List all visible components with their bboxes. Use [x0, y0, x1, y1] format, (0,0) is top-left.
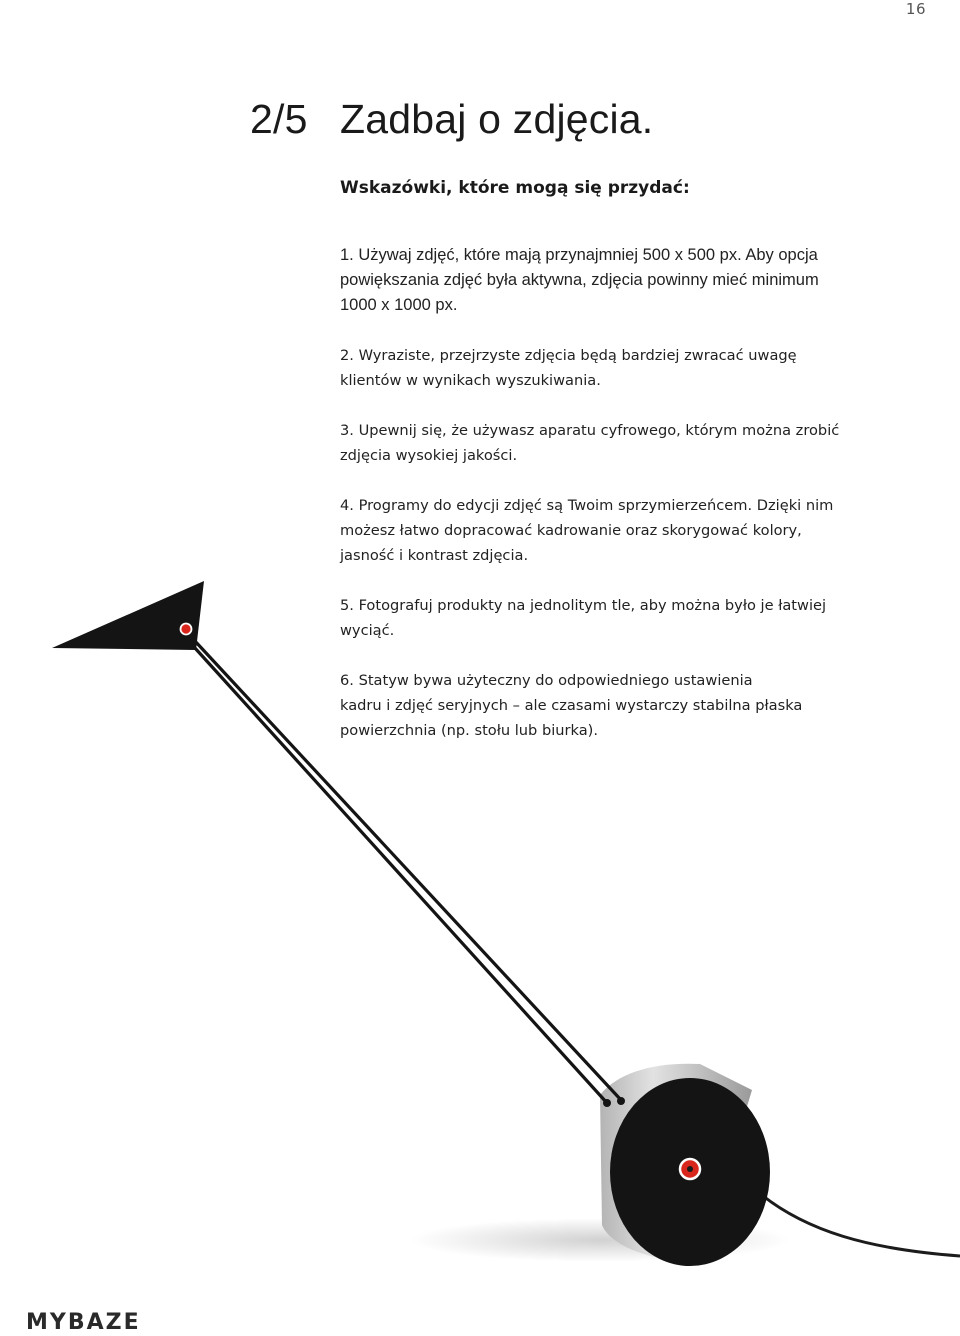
- page-title: [250, 96, 653, 143]
- tip-item: 6. Statyw bywa użyteczny do odpowiedniego ustawienia kadru i zdjęć seryjnych – ale czasami wystarczy stabilna płaska powierzchnia (np. stołu lub biurka).: [340, 672, 803, 739]
- brand-logo: MYBAZE: [26, 1310, 141, 1335]
- lamp-head: [52, 581, 204, 650]
- tip-item: 3. Upewnij się, że używasz aparatu cyfrowego, którym można zrobić zdjęcia wysokiej jakości.: [340, 422, 840, 464]
- tip-item: 4. Programy do edycji zdjęć są Twoim sprzymierzeńcem. Dzięki nim możesz łatwo dopracować kadrowanie oraz skorygować kolory, jasność i kontrast zdjęcia.: [340, 497, 834, 564]
- page-title-text: Zadbaj o zdjęcia.: [340, 96, 654, 142]
- lamp-head-button: [181, 624, 192, 635]
- tip-item: 5. Fotografuj produkty na jednolitym tle, aby można było je łatwiej wyciąć.: [340, 597, 827, 639]
- page-number: 16: [905, 0, 926, 18]
- step-indicator: 2/5: [250, 96, 308, 142]
- tip-item: 1. Używaj zdjęć, które mają przynajmniej 500 x 500 px. Aby opcja powiększania zdjęć była aktywna, zdjęcia powinny mieć minimum 1000 x 1000 px.: [340, 246, 819, 314]
- lamp-arm: [185, 637, 607, 1103]
- lamp-arm: [194, 640, 621, 1100]
- lamp-photo: [0, 560, 960, 1280]
- tips-heading: Wskazówki, które mogą się przydać:: [340, 178, 690, 198]
- tip-item: 2. Wyraziste, przejrzyste zdjęcia będą bardziej zwracać uwagę klientów w wynikach wyszukiwania.: [340, 347, 797, 389]
